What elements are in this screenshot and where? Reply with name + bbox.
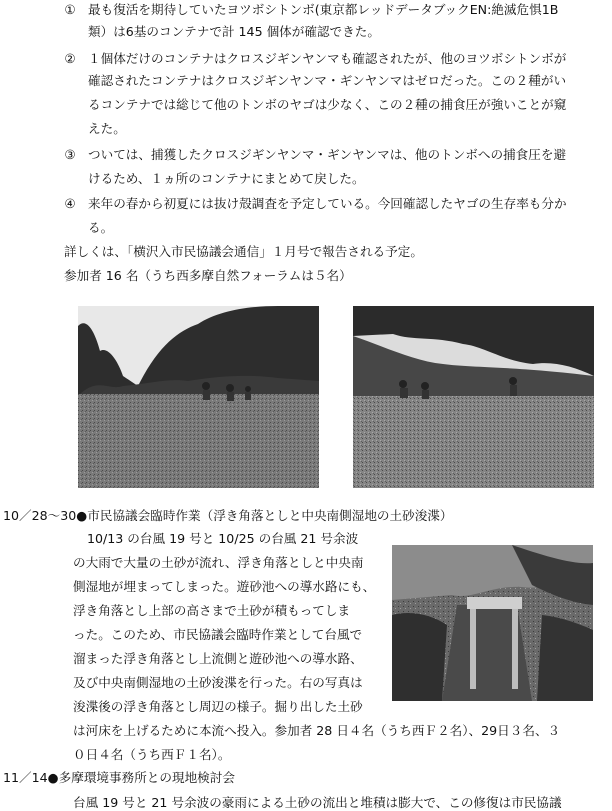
- list-item-text: る。: [88, 220, 114, 235]
- list-marker: ④: [64, 196, 76, 211]
- body-line: の大雨で大量の土砂が流れ、浮き角落としと中央南: [73, 555, 364, 570]
- list-item-text: るコンテナでは総じて他のトンボのヤゴは少なく、この２種の捕食圧が強いことが窺: [88, 97, 567, 112]
- list-item-text: えた。: [88, 121, 126, 136]
- detail-note: 詳しくは、「横沢入市民協議会通信」１月号で報告される予定。: [64, 244, 423, 259]
- list-marker: ①: [64, 2, 76, 17]
- list-marker: ③: [64, 147, 76, 162]
- body-line: は河床を上げるために本流へ投入。参加者 28 日４名（うち西Ｆ２名）、29日３名、３: [73, 723, 561, 738]
- body-line: 浮き角落とし上部の高さまで土砂が積もってしま: [73, 603, 351, 618]
- body-line: った。このため、市民協議会臨時作業として台風で: [73, 627, 363, 642]
- list-item-text: 最も復活を期待していたヨツボシトンボ(東京都レッドデータブックEN:絶滅危惧1B: [88, 2, 559, 17]
- body-line: 台風 19 号と 21 号余波の豪雨による土砂の流出と堆積は膨大で、この修復は市民協議: [73, 795, 562, 810]
- photo-wetland-survey-1: [78, 306, 319, 488]
- list-item-text: 来年の春から初夏には抜け殻調査を予定している。今回確認したヤゴの生存率も分か: [88, 196, 567, 211]
- section-heading: 11／14●多摩環境事務所との現地検討会: [3, 770, 235, 785]
- list-item-text: ついては、捕獲したクロスジギンヤンマ・ギンヤンマは、他のトンボへの捕食圧を避: [88, 147, 567, 162]
- body-line: 10/13 の台風 19 号と 10/25 の台風 21 号余波: [87, 531, 359, 546]
- list-item-text: けるため、１ヵ所のコンテナにまとめて戻した。: [88, 171, 365, 186]
- body-line: 溜まった浮き角落とし上流側と遊砂池への導水路、: [73, 651, 363, 666]
- list-item-text: １個体だけのコンテナはクロスジギンヤンマも確認されたが、他のヨツボシトンボが: [88, 51, 567, 66]
- photo-dredged-channel: [392, 545, 593, 701]
- body-line: 浚渫後の浮き角落とし周辺の様子。掘り出した土砂: [73, 699, 363, 714]
- body-line: 側湿地が埋まってしまった。遊砂池への導水路にも、: [73, 579, 376, 594]
- participants-count: 参加者 16 名（うち西多摩自然フォーラムは５名）: [64, 268, 352, 283]
- section-heading: 10／28～30●市民協議会臨時作業（浮き角落としと中央南側湿地の土砂浚渫）: [3, 508, 453, 523]
- body-line: ０日４名（うち西Ｆ１名）。: [73, 747, 231, 762]
- body-line: 及び中央南側湿地の土砂浚渫を行った。右の写真は: [73, 675, 363, 690]
- list-marker: ②: [64, 51, 76, 66]
- list-item-text: 確認されたコンテナはクロスジギンヤンマ・ギンヤンマはゼロだった。この２種がい: [88, 73, 567, 88]
- photo-wetland-survey-2: [353, 306, 594, 488]
- list-item-text: 類）は6基のコンテナで計 145 個体が確認できた。: [88, 24, 380, 39]
